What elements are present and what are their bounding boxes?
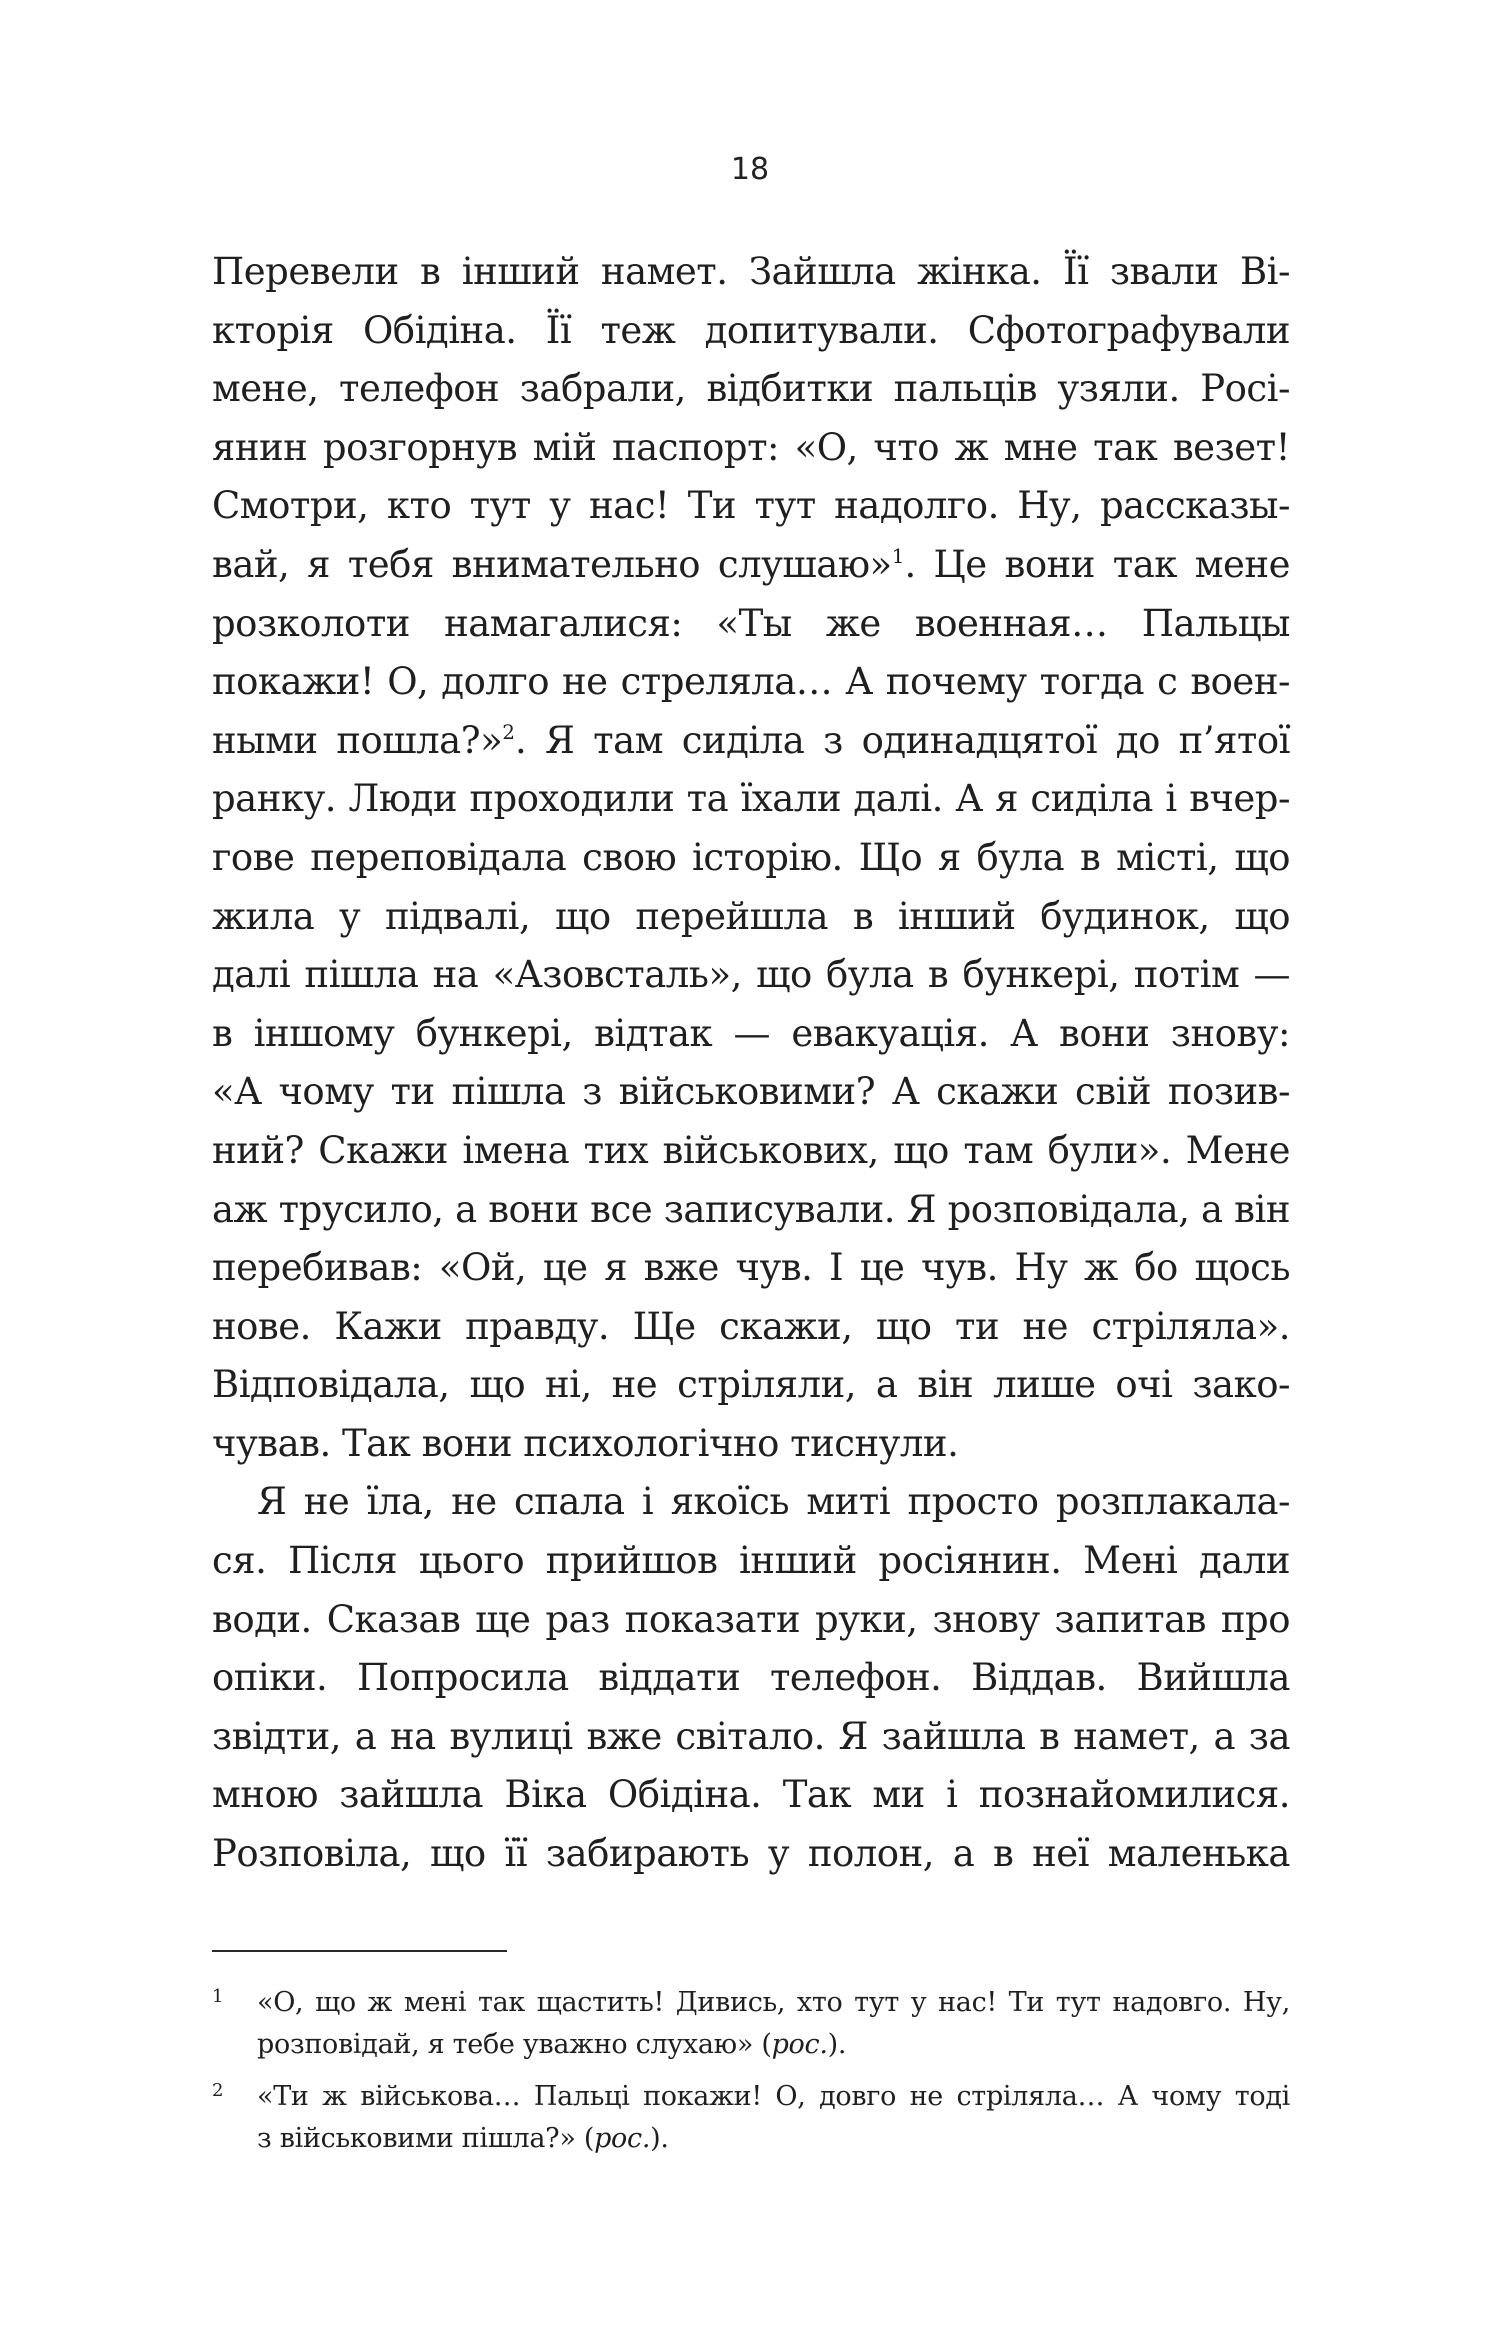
text-line: розколоти намагалися: «Ты же военная… Пальцы (212, 601, 1290, 645)
text-line: жила у підвалі, що перейшла в інший будинок, що (212, 894, 1290, 938)
main-text (212, 243, 1290, 1884)
footnote-1-continuation: розповідай, я тебе уважно слухаю» (рос.). (257, 2029, 847, 2060)
footnote-2: 2 «Ти ж військова… Пальці покажи! О, довго не стріляла… А чому тоді (212, 2076, 1290, 2118)
paragraph-start-line: Я не їла, не спала і якоїсь миті просто розплакала- (257, 1480, 1290, 1524)
text-line: перебивав: «Ой, це я вже чув. І це чув. Ну ж бо щось (212, 1246, 1290, 1290)
text-line: води. Сказав ще раз показати руки, знову запитав про (212, 1597, 1290, 1641)
text-line: кторія Обідіна. Її теж допитували. Сфотографували (212, 308, 1290, 352)
text-line: аж трусило, а вони все записували. Я розповідала, а він (212, 1187, 1290, 1231)
text-line: гове переповідала свою історію. Що я була в місті, що (212, 835, 1290, 879)
text-line: вай, я тебя внимательно слушаю»$^1$. Це вони так мене (212, 542, 1290, 586)
text-line: мене, телефон забрали, відбитки пальців узяли. Росі- (212, 367, 1290, 411)
text-line: в іншому бункері, відтак — евакуація. А вони знову: (212, 1011, 1290, 1055)
text-line: покажи! О, долго не стреляла… А почему тогда с воен- (212, 660, 1290, 704)
text-line: мною зайшла Віка Обідіна. Так ми і познайомилися. (212, 1773, 1290, 1817)
text-line: ся. Після цього прийшов інший росіянин. Мені дали (212, 1539, 1290, 1583)
footnote-marker: 2 (212, 2080, 224, 2101)
text-line: Розповіла, що її забирають у полон, а в неї маленька (212, 1832, 1290, 1876)
text-line: ранку. Люди проходили та їхали далі. А я сиділа і вчер- (212, 777, 1290, 821)
text-line: чував. Так вони психологічно тиснули. (212, 1421, 959, 1465)
footnote-2-continuation: з військовими пішла?» (рос.). (257, 2123, 669, 2154)
text-line: звідти, а на вулиці вже світало. Я зайшла в намет, а за (212, 1714, 1290, 1758)
text-line: Смотри, кто тут у нас! Ти тут надолго. Ну, рассказы- (212, 484, 1290, 528)
footnote-separator (212, 1950, 507, 1952)
footnotes (212, 1982, 1290, 2160)
text-line: ными пошла?»$^2$. Я там сиділа з одинадцятої до п’ятої (212, 718, 1290, 762)
footnote-1: 1 «О, що ж мені так щастить! Дивись, хто тут у нас! Ти тут надовго. Ну, (212, 1982, 1290, 2024)
page-number: 18 (730, 152, 770, 187)
text-line: Перевели в інший намет. Зайшла жінка. Її звали Ві- (212, 250, 1290, 293)
language-note: рос. (594, 2123, 651, 2154)
footnote-ref-1[interactable]: 1 (891, 543, 905, 568)
text-line: «А чому ти пішла з військовими? А скажи свій позив- (212, 1070, 1290, 1114)
text-line: ний? Скажи імена тих військових, що там були». Мене (212, 1128, 1290, 1172)
text-line: янин розгорнув мій паспорт: «О, что ж мне так везет! (212, 425, 1290, 469)
text-line: нове. Кажи правду. Ще скажи, що ти не стріляла». (212, 1304, 1290, 1348)
footnote-ref-2[interactable]: 2 (502, 719, 515, 744)
language-note: рос. (771, 2029, 828, 2060)
text-line: опіки. Попросила віддати телефон. Віддав. Вийшла (212, 1656, 1290, 1700)
text-line: Відповідала, що ні, не стріляли, а він лише очі зако- (212, 1363, 1290, 1407)
text-line: далі пішла на «Азовсталь», що була в бункері, потім — (212, 953, 1290, 997)
footnote-marker: 1 (212, 1986, 224, 2007)
